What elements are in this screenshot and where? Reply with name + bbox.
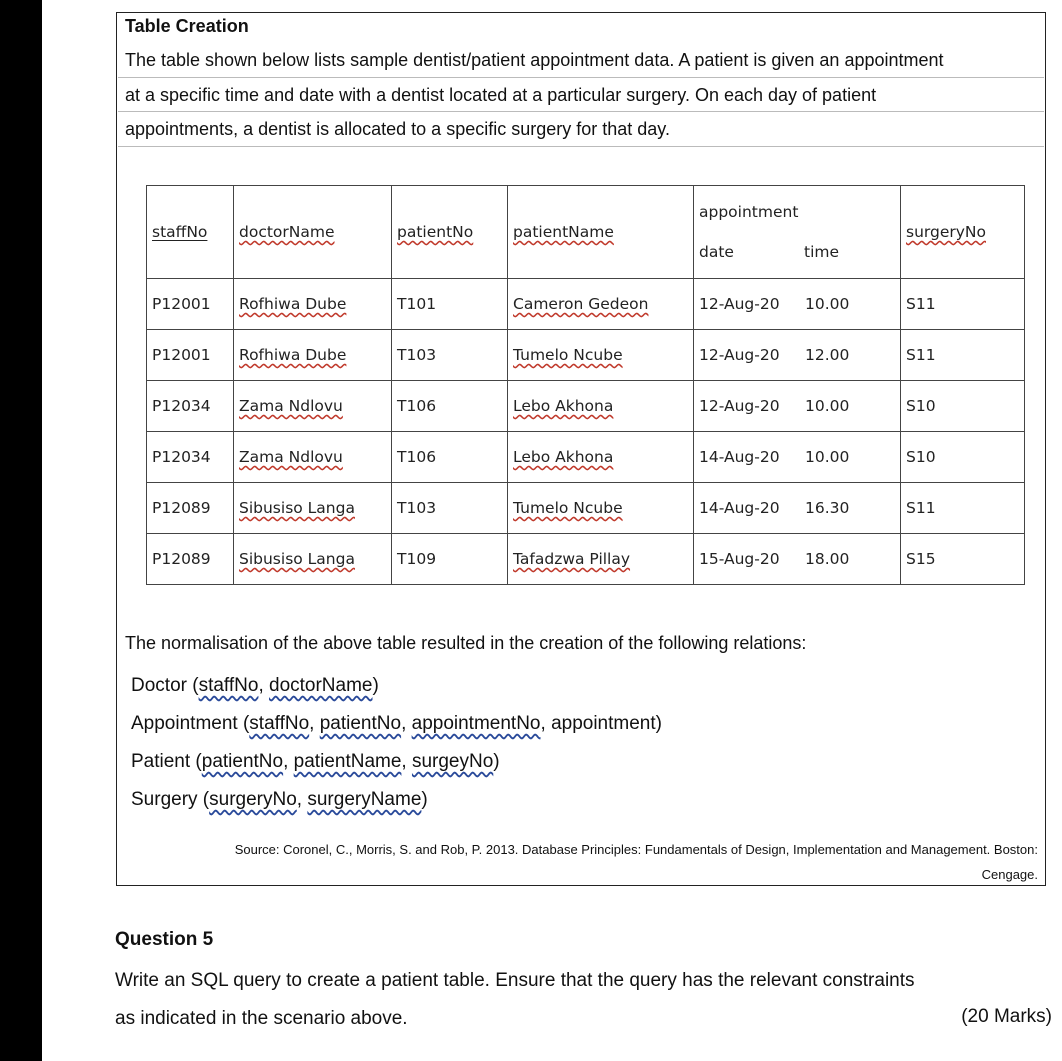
relation-doctor: Doctor (staffNo, doctorName): [131, 675, 379, 696]
header-appointment: appointment date time: [694, 186, 901, 279]
header-patientno: patientNo: [392, 186, 508, 279]
appointment-table: [146, 185, 1025, 585]
header-date: date: [699, 243, 734, 261]
rule-line: [118, 77, 1044, 78]
header-surgeryno: surgeryNo: [901, 186, 1025, 279]
rule-line: [118, 146, 1044, 147]
table-header-row: [147, 186, 1025, 279]
table-creation-panel: [116, 12, 1046, 886]
intro-line: at a specific time and date with a dentist located at a particular surgery. On each day of patient: [125, 84, 877, 105]
table-row: P12089 Sibusiso Langa T103 Tumelo Ncube 14-Aug-20 16.30 S11: [147, 483, 1025, 534]
left-black-edge: [0, 0, 42, 1061]
appointment-subheaders: [699, 243, 900, 261]
table-row: P12034 Zama Ndlovu T106 Lebo Akhona 14-Aug-20 10.00 S10: [147, 432, 1025, 483]
header-doctorname: doctorName: [234, 186, 392, 279]
normalisation-intro: The normalisation of the above table resulted in the creation of the following relations:: [125, 633, 807, 653]
header-time: time: [804, 243, 840, 261]
question-text: Write an SQL query to create a patient table. Ensure that the query has the relevant constraints as indicated in the scenario above.: [115, 970, 915, 1029]
table-row: P12001 Rofhiwa Dube T103 Tumelo Ncube 12-Aug-20 12.00 S11: [147, 330, 1025, 381]
intro-line: appointments, a dentist is allocated to a specific surgery for that day.: [125, 119, 670, 139]
source-citation: Source: Coronel, C., Morris, S. and Rob, P. 2013. Database Principles: Fundamentals of Design, Implementation and Management. Boston: Cengage.: [234, 842, 1038, 882]
relation-appointment: Appointment (staffNo, patientNo, appointmentNo, appointment): [131, 713, 662, 734]
question-marks: (20 Marks): [961, 1006, 1052, 1027]
rule-line: [118, 111, 1044, 112]
header-staffno: staffNo: [147, 186, 234, 279]
table-row: P12001 Rofhiwa Dube T101 Cameron Gedeon 12-Aug-20 10.00 S11: [147, 279, 1025, 330]
header-patientname: patientName: [508, 186, 694, 279]
intro-paragraph: [125, 43, 1040, 147]
intro-line: The table shown below lists sample dentist/patient appointment data. A patient is given an appointment: [125, 50, 944, 70]
relation-surgery: Surgery (surgeryNo, surgeryName): [131, 789, 428, 810]
relation-patient: Patient (patientNo, patientName, surgeyNo): [131, 751, 500, 772]
table-row: P12089 Sibusiso Langa T109 Tafadzwa Pillay 15-Aug-20 18.00 S15: [147, 534, 1025, 585]
table-row: P12034 Zama Ndlovu T106 Lebo Akhona 12-Aug-20 10.00 S10: [147, 381, 1025, 432]
question-title: Question 5: [115, 929, 214, 950]
section-title: Table Creation: [125, 16, 249, 36]
